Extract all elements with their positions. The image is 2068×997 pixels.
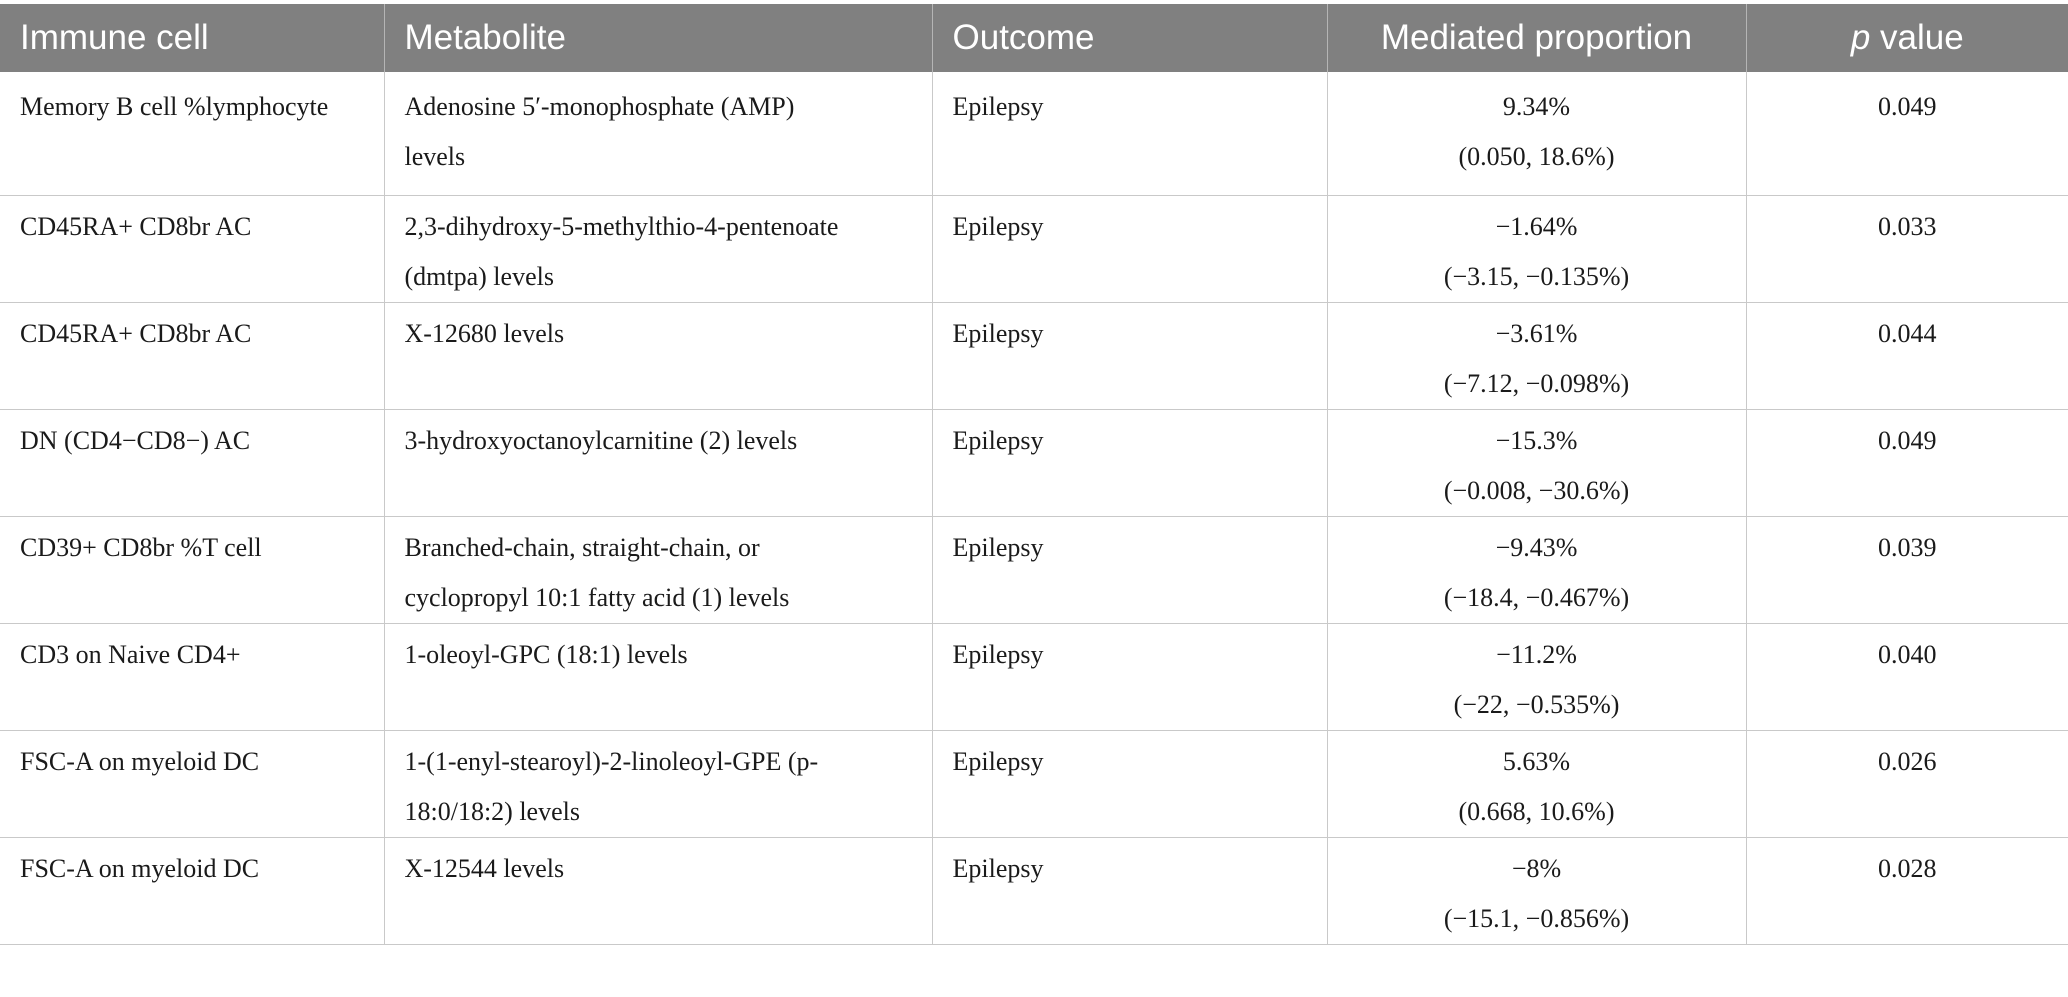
- p-value-text: 0.040: [1878, 639, 1937, 669]
- header-row: [0, 4, 2068, 72]
- outcome-text: Epilepsy: [952, 92, 1044, 121]
- table-header: [0, 4, 2068, 72]
- p-value-text: 0.033: [1878, 211, 1937, 241]
- cell-outcome: [932, 516, 1327, 623]
- mediated-ci: (−3.15, −0.135%): [1443, 261, 1630, 291]
- mediated-estimate: −8%: [1511, 853, 1562, 883]
- mediated-ci: (−7.12, −0.098%): [1443, 368, 1630, 398]
- outcome-text: Epilepsy: [952, 746, 1044, 776]
- metabolite-line-2: 18:0/18:2) levels: [404, 796, 580, 826]
- cell-outcome: [932, 409, 1327, 516]
- cell-mediated-proportion: [1327, 409, 1746, 516]
- mediated-estimate: 5.63%: [1502, 746, 1571, 776]
- metabolite-line-2: levels: [404, 142, 466, 171]
- metabolite-line-1: 1-oleoyl-GPC (18:1) levels: [404, 639, 688, 669]
- cell-p-value: [1746, 409, 2068, 516]
- cell-mediated-proportion: [1327, 302, 1746, 409]
- metabolite-line-1: 2,3-dihydroxy-5-methylthio-4-pentenoate: [404, 211, 839, 241]
- mediated-ci: (−0.008, −30.6%): [1443, 475, 1630, 505]
- p-value-text: 0.026: [1878, 746, 1937, 776]
- mediated-estimate: −9.43%: [1495, 532, 1578, 562]
- header-immune-cell: Immune cell: [0, 4, 384, 72]
- outcome-text: Epilepsy: [952, 639, 1044, 669]
- p-value-text: 0.049: [1878, 425, 1937, 455]
- metabolite-line-1: 3-hydroxyoctanoylcarnitine (2) levels: [404, 425, 798, 455]
- cell-immune-cell: [0, 516, 384, 623]
- immune-cell-text: FSC-A on myeloid DC: [20, 746, 260, 776]
- immune-cell-text: CD3 on Naive CD4+: [20, 639, 241, 669]
- cell-immune-cell: [0, 837, 384, 944]
- metabolite-line-1: Branched-chain, straight-chain, or: [404, 532, 760, 562]
- mediated-estimate: −11.2%: [1496, 639, 1577, 669]
- mediated-ci: (−22, −0.535%): [1453, 689, 1620, 719]
- table-row: [0, 302, 2068, 409]
- cell-metabolite: [384, 72, 932, 195]
- mediated-estimate: 9.34%: [1502, 92, 1571, 121]
- metabolite-line-1: 1-(1-enyl-stearoyl)-2-linoleoyl-GPE (p-: [404, 746, 819, 776]
- cell-immune-cell: [0, 623, 384, 730]
- immune-cell-text: Memory B cell %lymphocyte: [20, 92, 329, 121]
- metabolite-line-1: X-12544 levels: [404, 853, 565, 883]
- mediated-ci: (0.050, 18.6%): [1458, 142, 1615, 171]
- table-body: [0, 72, 2068, 944]
- header-outcome: Outcome: [932, 4, 1327, 72]
- cell-outcome: [932, 195, 1327, 302]
- p-value-text: 0.028: [1878, 853, 1937, 883]
- outcome-text: Epilepsy: [952, 532, 1044, 562]
- immune-cell-text: CD39+ CD8br %T cell: [20, 532, 262, 562]
- cell-outcome: [932, 302, 1327, 409]
- cell-metabolite: [384, 516, 932, 623]
- table-row: [0, 837, 2068, 944]
- table-row: [0, 623, 2068, 730]
- immune-cell-text: DN (CD4−CD8−) AC: [20, 425, 251, 455]
- metabolite-line-1: Adenosine 5′-monophosphate (AMP): [404, 92, 795, 121]
- cell-mediated-proportion: [1327, 623, 1746, 730]
- mediated-ci: (0.668, 10.6%): [1458, 796, 1615, 826]
- cell-mediated-proportion: [1327, 837, 1746, 944]
- metabolite-line-2: cyclopropyl 10:1 fatty acid (1) levels: [404, 582, 790, 612]
- cell-mediated-proportion: [1327, 730, 1746, 837]
- outcome-text: Epilepsy: [952, 318, 1044, 348]
- mediation-table-container: [0, 4, 2068, 945]
- cell-metabolite: [384, 409, 932, 516]
- p-value-text: 0.049: [1878, 92, 1937, 121]
- cell-immune-cell: [0, 409, 384, 516]
- cell-p-value: [1746, 516, 2068, 623]
- cell-immune-cell: [0, 730, 384, 837]
- p-value-text: 0.044: [1878, 318, 1937, 348]
- immune-cell-text: CD45RA+ CD8br AC: [20, 211, 252, 241]
- cell-mediated-proportion: [1327, 195, 1746, 302]
- table-row: [0, 516, 2068, 623]
- immune-cell-text: FSC-A on myeloid DC: [20, 853, 260, 883]
- header-p-italic: p: [1850, 18, 1871, 57]
- cell-metabolite: [384, 195, 932, 302]
- table-row: [0, 730, 2068, 837]
- cell-metabolite: [384, 623, 932, 730]
- cell-p-value: [1746, 730, 2068, 837]
- cell-metabolite: [384, 837, 932, 944]
- table-row: [0, 72, 2068, 195]
- cell-p-value: [1746, 72, 2068, 195]
- mediated-estimate: −1.64%: [1495, 211, 1578, 241]
- cell-outcome: [932, 837, 1327, 944]
- metabolite-line-1: X-12680 levels: [404, 318, 565, 348]
- cell-outcome: [932, 72, 1327, 195]
- outcome-text: Epilepsy: [952, 853, 1044, 883]
- cell-immune-cell: [0, 195, 384, 302]
- outcome-text: Epilepsy: [952, 425, 1044, 455]
- cell-mediated-proportion: [1327, 72, 1746, 195]
- mediated-ci: (−18.4, −0.467%): [1443, 582, 1630, 612]
- header-p-value: [1746, 4, 2068, 72]
- cell-outcome: [932, 730, 1327, 837]
- cell-p-value: [1746, 302, 2068, 409]
- header-metabolite: Metabolite: [384, 4, 932, 72]
- header-mediated-proportion: Mediated proportion: [1327, 4, 1746, 72]
- table-row: [0, 195, 2068, 302]
- cell-p-value: [1746, 837, 2068, 944]
- header-p-rest: value: [1870, 18, 1964, 57]
- mediation-table: [0, 4, 2068, 945]
- cell-metabolite: [384, 302, 932, 409]
- cell-p-value: [1746, 195, 2068, 302]
- mediated-estimate: −3.61%: [1495, 318, 1578, 348]
- immune-cell-text: CD45RA+ CD8br AC: [20, 318, 252, 348]
- cell-immune-cell: [0, 302, 384, 409]
- cell-mediated-proportion: [1327, 516, 1746, 623]
- cell-p-value: [1746, 623, 2068, 730]
- metabolite-line-2: (dmtpa) levels: [404, 261, 554, 291]
- p-value-text: 0.039: [1878, 532, 1937, 562]
- mediated-estimate: −15.3%: [1495, 425, 1578, 455]
- table-row: [0, 409, 2068, 516]
- mediated-ci: (−15.1, −0.856%): [1443, 903, 1630, 933]
- outcome-text: Epilepsy: [952, 211, 1044, 241]
- cell-immune-cell: [0, 72, 384, 195]
- cell-metabolite: [384, 730, 932, 837]
- cell-outcome: [932, 623, 1327, 730]
